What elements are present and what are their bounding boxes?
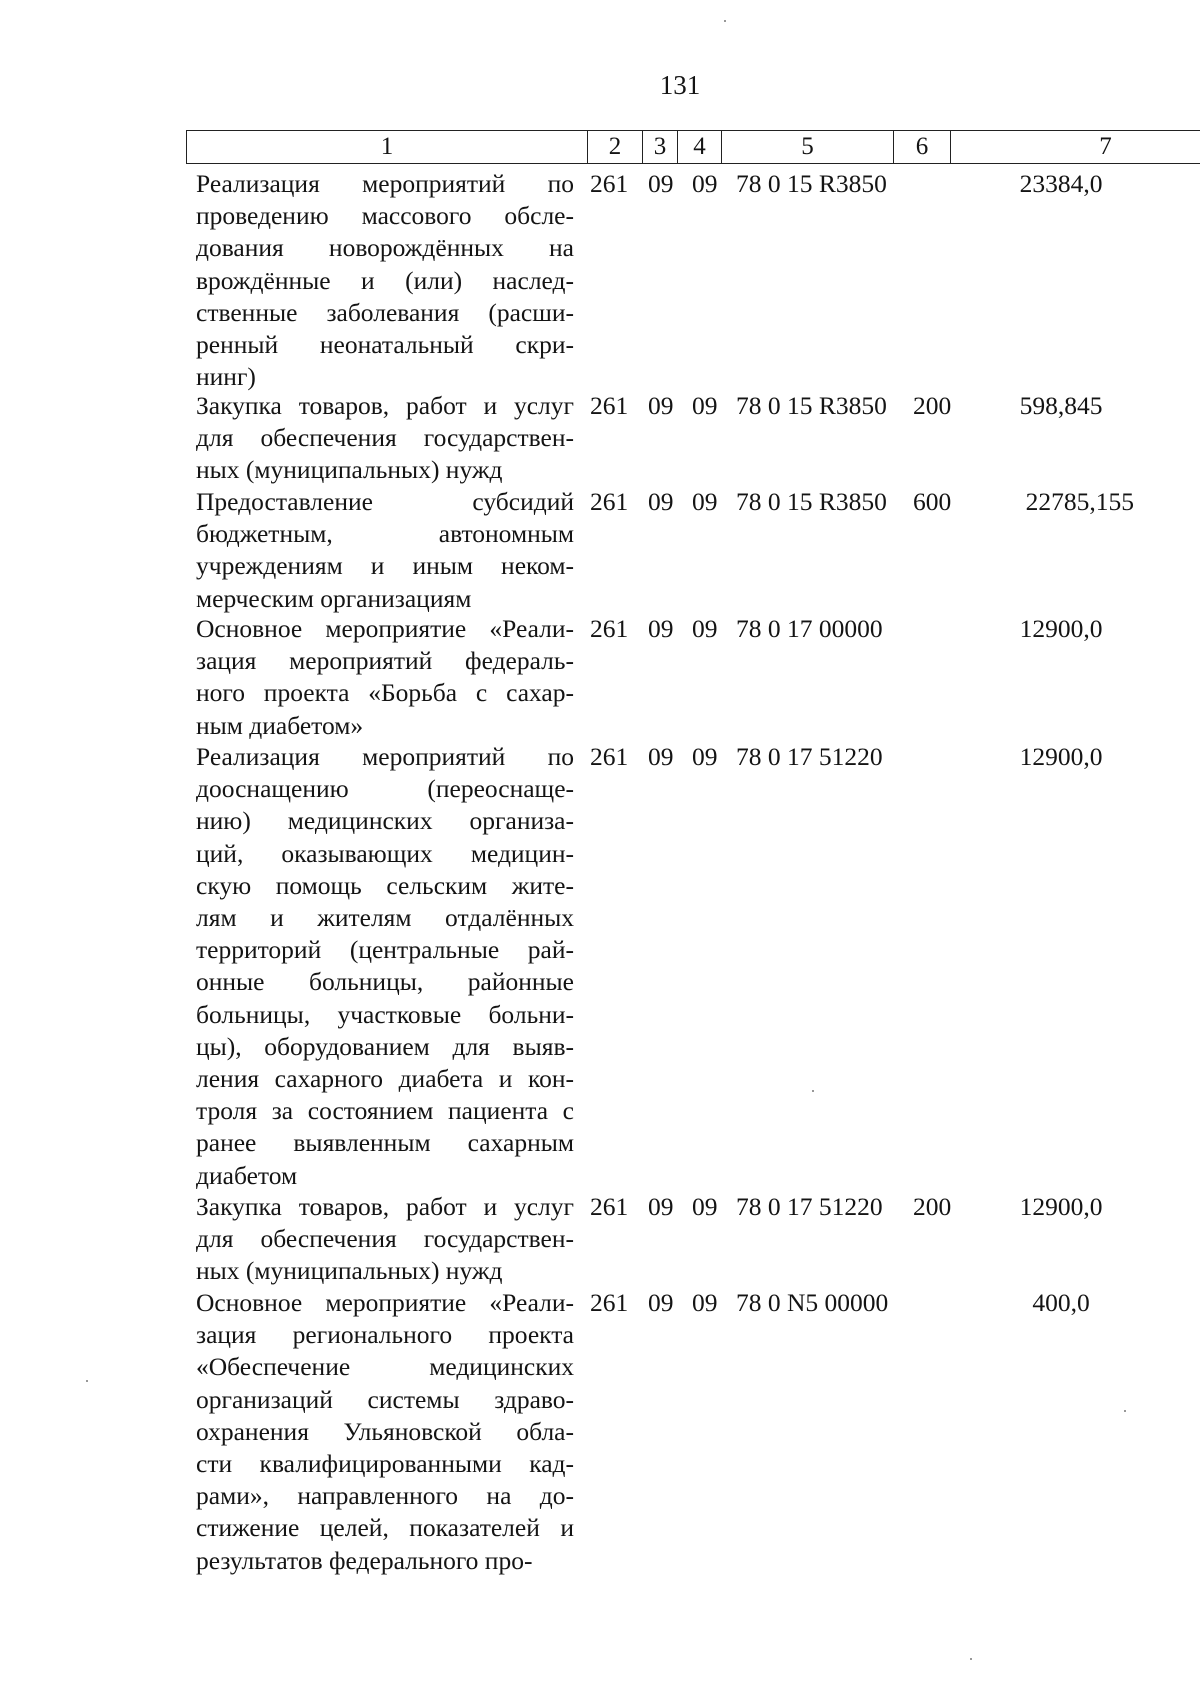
row-name-line: цы), оборудованием для выяв-	[196, 1031, 574, 1061]
row-c2: 261	[590, 614, 629, 643]
row-name-line: для обеспечения государствен-	[196, 423, 574, 453]
table-header	[186, 130, 1200, 164]
row-name-line: ных (муниципальных) нужд	[196, 1256, 503, 1286]
row-name-line: зация регионального проекта	[196, 1320, 574, 1350]
row-name-line: ций, оказывающих медицин-	[196, 838, 574, 868]
row-name-line: троля за состоянием пациента с	[196, 1096, 574, 1126]
row-name-line: Основное мероприятие «Реали-	[196, 1288, 574, 1317]
row-c3: 09	[648, 169, 674, 198]
row-name-line: рами», направленного на до-	[196, 1481, 574, 1511]
row-name-line: диабетом	[196, 1160, 298, 1190]
scan-speck	[724, 20, 726, 22]
row-name-line: ных (муниципальных) нужд	[196, 455, 503, 485]
row-name-line: ным диабетом»	[196, 710, 364, 740]
row-c5: 78 0 15 R3850	[736, 391, 887, 420]
row-c4: 09	[692, 614, 718, 643]
row-c7: 12900,0	[1019, 1192, 1103, 1221]
row-name-line: территорий (центральные рай-	[196, 935, 574, 965]
row-name-line: нинг)	[196, 362, 256, 392]
row-c4: 09	[692, 1288, 718, 1317]
row-c5: 78 0 15 R3850	[736, 169, 887, 198]
row-name-line: ренный неонатальный скри-	[196, 330, 574, 360]
row-name-line: результатов федерального про-	[196, 1545, 533, 1575]
row-name-line: мерческим организациям	[196, 583, 472, 613]
row-name-line: учреждениям и иным неком-	[196, 551, 574, 581]
row-c7: 12900,0	[1019, 742, 1103, 771]
row-name-line: «Обеспечение медицинских	[196, 1352, 574, 1382]
row-name-line: ранее выявленным сахарным	[196, 1128, 574, 1158]
row-c3: 09	[648, 1192, 674, 1221]
row-name-line: больницы, участковые больни-	[196, 999, 574, 1029]
row-name-line: дования новорождённых на	[196, 233, 574, 263]
row-name-line: охранения Ульяновской обла-	[196, 1416, 574, 1446]
row-c5: 78 0 17 51220	[736, 1192, 883, 1221]
row-c2: 261	[590, 1192, 629, 1221]
row-c4: 09	[692, 1192, 718, 1221]
row-name	[196, 168, 574, 393]
row-name	[196, 486, 574, 615]
row-name-line: Реализация мероприятий по	[196, 169, 574, 198]
header-col-5: 5	[722, 131, 894, 163]
header-col-6: 6	[894, 131, 951, 163]
scan-speck	[86, 1380, 88, 1382]
row-c2: 261	[590, 1288, 629, 1317]
row-c7: 12900,0	[1019, 614, 1103, 643]
header-col-3: 3	[643, 131, 678, 163]
row-name	[196, 613, 574, 742]
row-c5: 78 0 15 R3850	[736, 487, 887, 516]
row-name-line: нию) медицинских организа-	[196, 806, 574, 836]
row-c2: 261	[590, 487, 629, 516]
header-col-1: 1	[187, 131, 588, 163]
page-number: 131	[659, 70, 701, 100]
row-c3: 09	[648, 614, 674, 643]
scan-speck	[812, 1090, 814, 1092]
row-name-line: для обеспечения государствен-	[196, 1224, 574, 1254]
row-c5: 78 0 17 00000	[736, 614, 883, 643]
row-name-line: дооснащению (переоснаще-	[196, 774, 574, 804]
scan-speck	[970, 1658, 972, 1660]
row-c3: 09	[648, 487, 674, 516]
row-c6: 200	[913, 1192, 952, 1221]
row-c2: 261	[590, 169, 629, 198]
row-c7: 22785,155	[1025, 487, 1134, 516]
row-name-line: ственные заболевания (расши-	[196, 297, 574, 327]
scan-speck	[1124, 1410, 1126, 1412]
row-name	[196, 1287, 574, 1577]
row-c2: 261	[590, 391, 629, 420]
row-c3: 09	[648, 391, 674, 420]
row-c7: 23384,0	[1019, 169, 1103, 198]
row-c2: 261	[590, 742, 629, 771]
row-name-line: организаций системы здраво-	[196, 1384, 574, 1414]
row-c5: 78 0 N5 00000	[736, 1288, 889, 1317]
header-col-7: 7	[1099, 133, 1112, 160]
row-name-line: Предоставление субсидий	[196, 487, 574, 516]
row-name-line: скую помощь сельским жите-	[196, 870, 574, 900]
row-c4: 09	[692, 391, 718, 420]
row-name-line: Закупка товаров, работ и услуг	[196, 391, 574, 420]
row-name-line: онные больницы, районные	[196, 967, 574, 997]
row-c4: 09	[692, 169, 718, 198]
row-name-line: бюджетным, автономным	[196, 519, 574, 549]
row-name-line: сти квалифицированными кад-	[196, 1449, 574, 1479]
header-col-2: 2	[588, 131, 643, 163]
row-name-line: врождённые и (или) наслед-	[196, 265, 574, 295]
row-name-line: лям и жителям отдалённых	[196, 903, 574, 933]
row-c3: 09	[648, 1288, 674, 1317]
row-name	[196, 1191, 574, 1288]
row-name-line: ления сахарного диабета и кон-	[196, 1064, 574, 1094]
row-name-line: стижение целей, показателей и	[196, 1513, 574, 1543]
row-name-line: Основное мероприятие «Реали-	[196, 614, 574, 643]
row-c4: 09	[692, 487, 718, 516]
row-c6: 600	[913, 487, 952, 516]
row-name	[196, 741, 574, 1192]
row-c7: 400,0	[1032, 1288, 1090, 1317]
row-name-line: ного проекта «Борьба с сахар-	[196, 678, 574, 708]
header-col-4: 4	[678, 131, 722, 163]
row-c3: 09	[648, 742, 674, 771]
row-c5: 78 0 17 51220	[736, 742, 883, 771]
row-name-line: Реализация мероприятий по	[196, 742, 574, 771]
row-name	[196, 390, 574, 487]
row-name-line: проведению массового обсле-	[196, 201, 574, 231]
row-c7: 598,845	[1019, 391, 1103, 420]
row-name-line: Закупка товаров, работ и услуг	[196, 1192, 574, 1221]
row-c6: 200	[913, 391, 952, 420]
row-name-line: зация мероприятий федераль-	[196, 646, 574, 676]
row-c4: 09	[692, 742, 718, 771]
